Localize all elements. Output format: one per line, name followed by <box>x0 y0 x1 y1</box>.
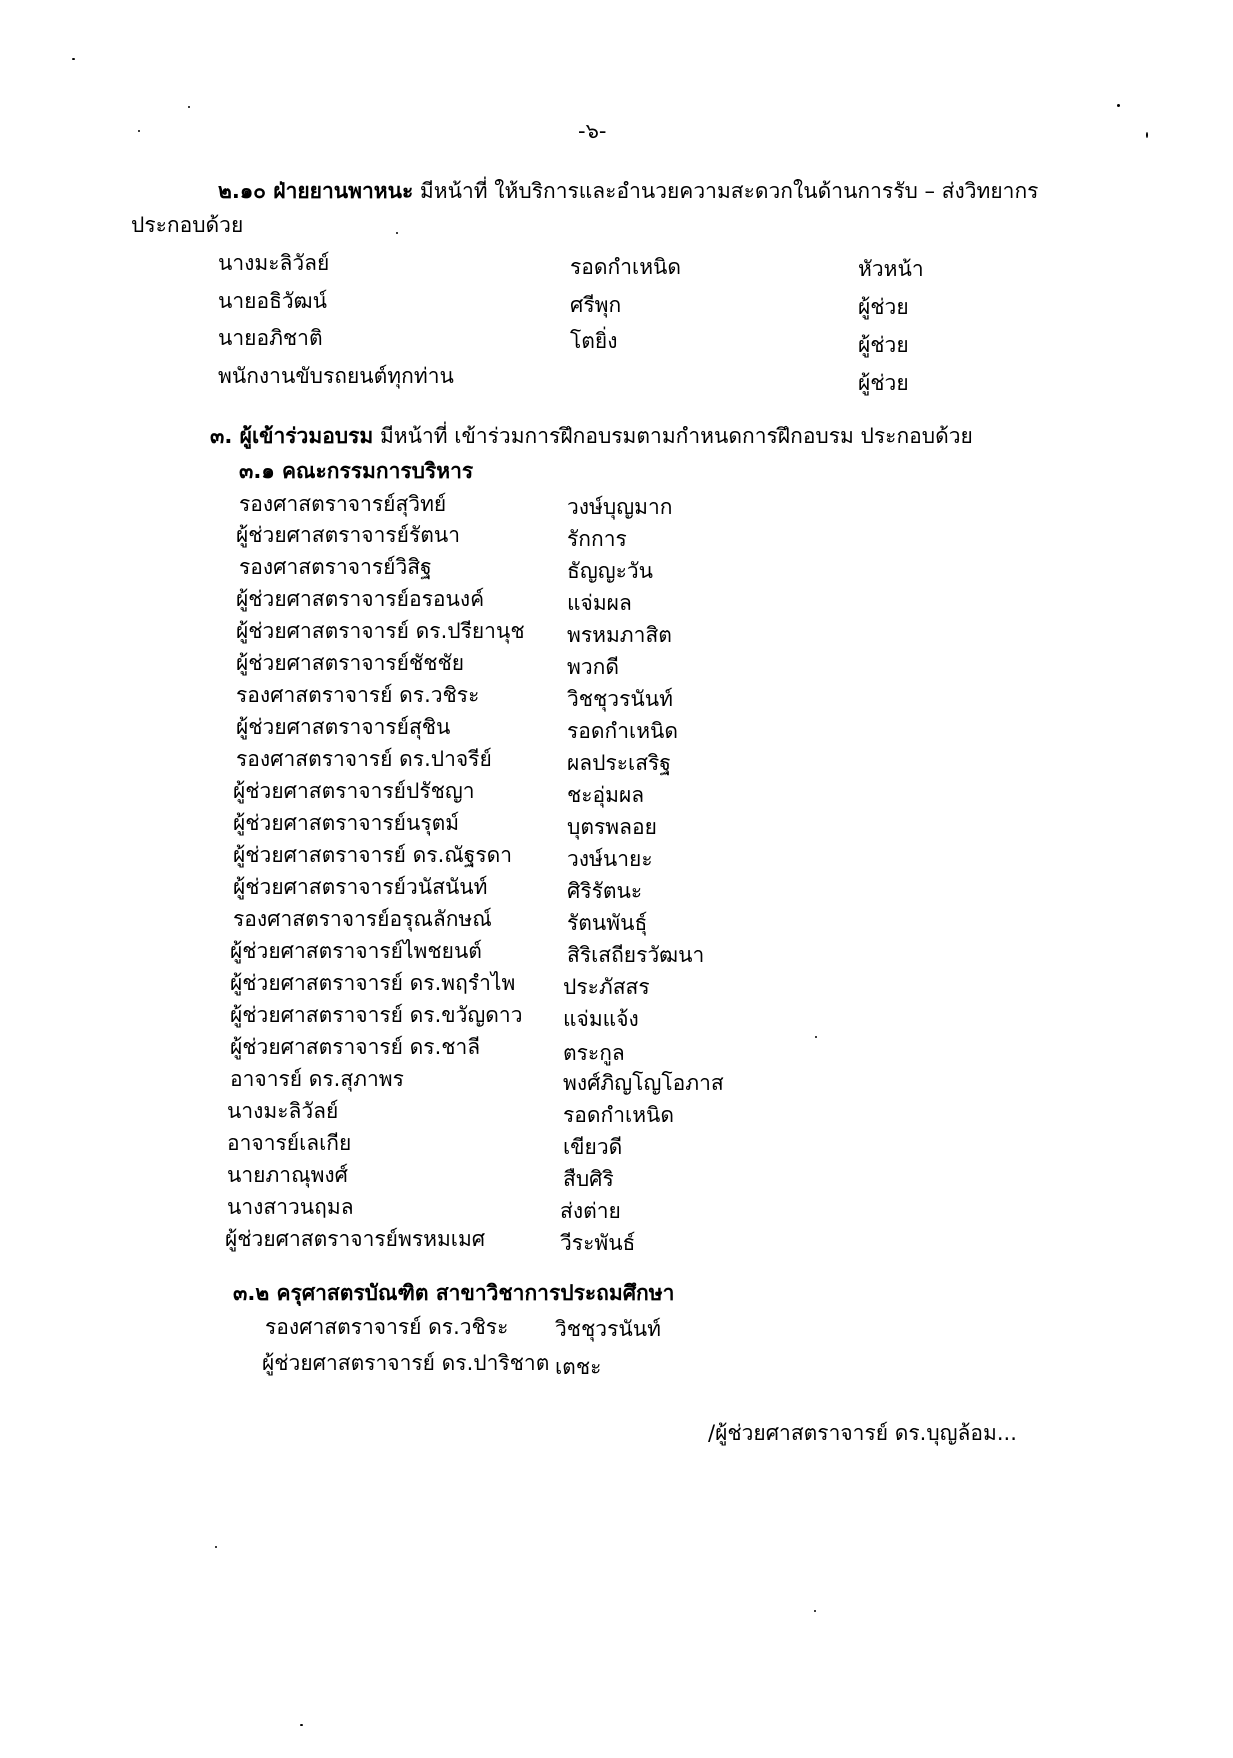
member-last: ศรีพุก <box>570 293 622 317</box>
member-last: วงษ์นายะ <box>567 847 653 871</box>
scan-speck <box>138 130 140 132</box>
member-role: หัวหน้า <box>858 257 924 281</box>
member-first: นางมะลิวัลย์ <box>218 251 330 275</box>
member-role: ผู้ช่วย <box>858 295 909 319</box>
member-first: ผู้ช่วยศาสตราจารย์อรอนงค์ <box>236 587 485 611</box>
member-first: รองศาสตราจารย์วิสิฐ <box>239 555 432 579</box>
member-first: นายอธิวัฒน์ <box>218 289 327 313</box>
member-first: ผู้ช่วยศาสตราจารย์รัตนา <box>236 523 461 547</box>
member-last: สืบศิริ <box>563 1167 614 1191</box>
member-last: เตชะ <box>555 1355 602 1379</box>
member-last: บุตรพลอย <box>567 815 657 839</box>
member-first: ผู้ช่วยศาสตราจารย์สุชิน <box>236 715 451 739</box>
member-first: ผู้ช่วยศาสตราจารย์ ดร.ปาริชาต <box>262 1351 550 1375</box>
member-last: รอดกำเหนิด <box>570 255 682 279</box>
scan-speck <box>215 1546 217 1548</box>
member-role: ผู้ช่วย <box>858 371 909 395</box>
scan-speck <box>188 106 190 108</box>
member-first: นางสาวนฤมล <box>227 1195 354 1219</box>
member-last: รอดกำเหนิด <box>567 719 679 743</box>
member-last: รัตนพันธุ์ <box>567 911 648 935</box>
member-first: พนักงานขับรถยนต์ทุกท่าน <box>218 364 454 388</box>
member-last: ตระกูล <box>563 1041 625 1065</box>
member-last: วิชชุวรนันท์ <box>555 1317 661 1341</box>
section-3-2-heading: ๓.๒ ครุศาสตรบัณฑิต สาขาวิชาการประถมศึกษา <box>233 1281 675 1305</box>
member-first: ผู้ช่วยศาสตราจารย์ไพชยนต์ <box>230 939 482 963</box>
member-last: รักการ <box>567 527 627 551</box>
scan-speck <box>1146 132 1148 138</box>
scan-speck <box>396 232 398 234</box>
member-last: พงศ์ภิญโญโอภาส <box>563 1071 724 1095</box>
member-last: พรหมภาสิต <box>567 623 672 647</box>
member-first: นายอภิชาติ <box>218 326 323 350</box>
scan-speck <box>814 1610 816 1612</box>
member-last: ประภัสสร <box>563 975 650 999</box>
member-first: ผู้ช่วยศาสตราจารย์วนัสนันท์ <box>233 875 488 899</box>
member-first: นายภาณุพงศ์ <box>227 1163 348 1187</box>
member-first: ผู้ช่วยศาสตราจารย์ ดร.ชาลี <box>230 1035 481 1059</box>
member-last: วีระพันธ์ <box>560 1231 636 1255</box>
member-last: ธัญญะวัน <box>567 559 654 583</box>
member-first: ผู้ช่วยศาสตราจารย์ ดร.ปรียานุช <box>236 619 525 643</box>
member-last: สิริเสถียรวัฒนา <box>567 943 705 967</box>
member-last: เขียวดี <box>563 1135 623 1159</box>
page-number: -๖- <box>578 119 607 143</box>
section-2-10-text-continued: ประกอบด้วย <box>131 213 244 237</box>
member-last: วงษ์บุญมาก <box>567 495 673 519</box>
scan-speck <box>72 58 75 60</box>
member-last: แจ่มแจ้ง <box>563 1007 639 1031</box>
member-first: รองศาสตราจารย์ ดร.วชิระ <box>236 683 480 707</box>
section-3-1-heading: ๓.๑ คณะกรรมการบริหาร <box>239 459 474 483</box>
member-last: รอดกำเหนิด <box>563 1103 675 1127</box>
member-first: รองศาสตราจารย์อรุณลักษณ์ <box>233 907 492 931</box>
member-first: อาจารย์ ดร.สุภาพร <box>230 1067 404 1091</box>
member-last: พวกดี <box>567 655 619 679</box>
member-last: แจ่มผล <box>567 591 632 615</box>
continuation-note: /ผู้ช่วยศาสตราจารย์ ดร.บุญล้อม... <box>708 1421 1017 1445</box>
member-first: ผู้ช่วยศาสตราจารย์ ดร.ณัฐรดา <box>233 843 513 867</box>
section-3-paragraph <box>210 423 973 449</box>
member-first: ผู้ช่วยศาสตราจารย์ ดร.พฤรำไพ <box>230 971 516 995</box>
member-last: วิชชุวรนันท์ <box>567 687 673 711</box>
member-last: ส่งต่าย <box>560 1199 621 1223</box>
section-2-10-paragraph <box>218 178 1038 204</box>
scan-speck <box>815 1036 817 1038</box>
member-first: อาจารย์เลเกีย <box>227 1131 352 1155</box>
scan-speck <box>300 1724 303 1726</box>
member-first: นางมะลิวัลย์ <box>227 1099 339 1123</box>
scan-speck <box>1117 104 1120 107</box>
member-role: ผู้ช่วย <box>858 333 909 357</box>
member-first: ผู้ช่วยศาสตราจารย์นรุตม์ <box>233 811 460 835</box>
section-3-text: มีหน้าที่ เข้าร่วมการฝึกอบรมตามกำหนดการฝึกอบรม ประกอบด้วย <box>373 424 973 448</box>
section-2-10-text: มีหน้าที่ ให้บริการและอำนวยความสะดวกในด้านการรับ – ส่งวิทยากร <box>413 179 1039 203</box>
member-first: รองศาสตราจารย์ ดร.วชิระ <box>265 1315 509 1339</box>
member-last: โตยิ่ง <box>570 329 618 353</box>
member-first: ผู้ช่วยศาสตราจารย์ชัชชัย <box>236 651 465 675</box>
member-first: รองศาสตราจารย์ ดร.ปาจรีย์ <box>236 747 492 771</box>
member-last: ศิริรัตนะ <box>567 879 643 903</box>
member-first: ผู้ช่วยศาสตราจารย์ ดร.ขวัญดาว <box>230 1003 523 1027</box>
member-first: รองศาสตราจารย์สุวิทย์ <box>239 492 447 516</box>
section-2-10-heading: ๒.๑๐ ฝ่ายยานพาหนะ <box>218 179 414 203</box>
member-last: ชะอุ่มผล <box>567 783 645 807</box>
member-last: ผลประเสริฐ <box>567 751 671 775</box>
member-first: ผู้ช่วยศาสตราจารย์ปรัชญา <box>233 779 475 803</box>
member-first: ผู้ช่วยศาสตราจารย์พรหมเมศ <box>225 1227 486 1251</box>
section-3-heading: ๓. ผู้เข้าร่วมอบรม <box>210 424 374 448</box>
